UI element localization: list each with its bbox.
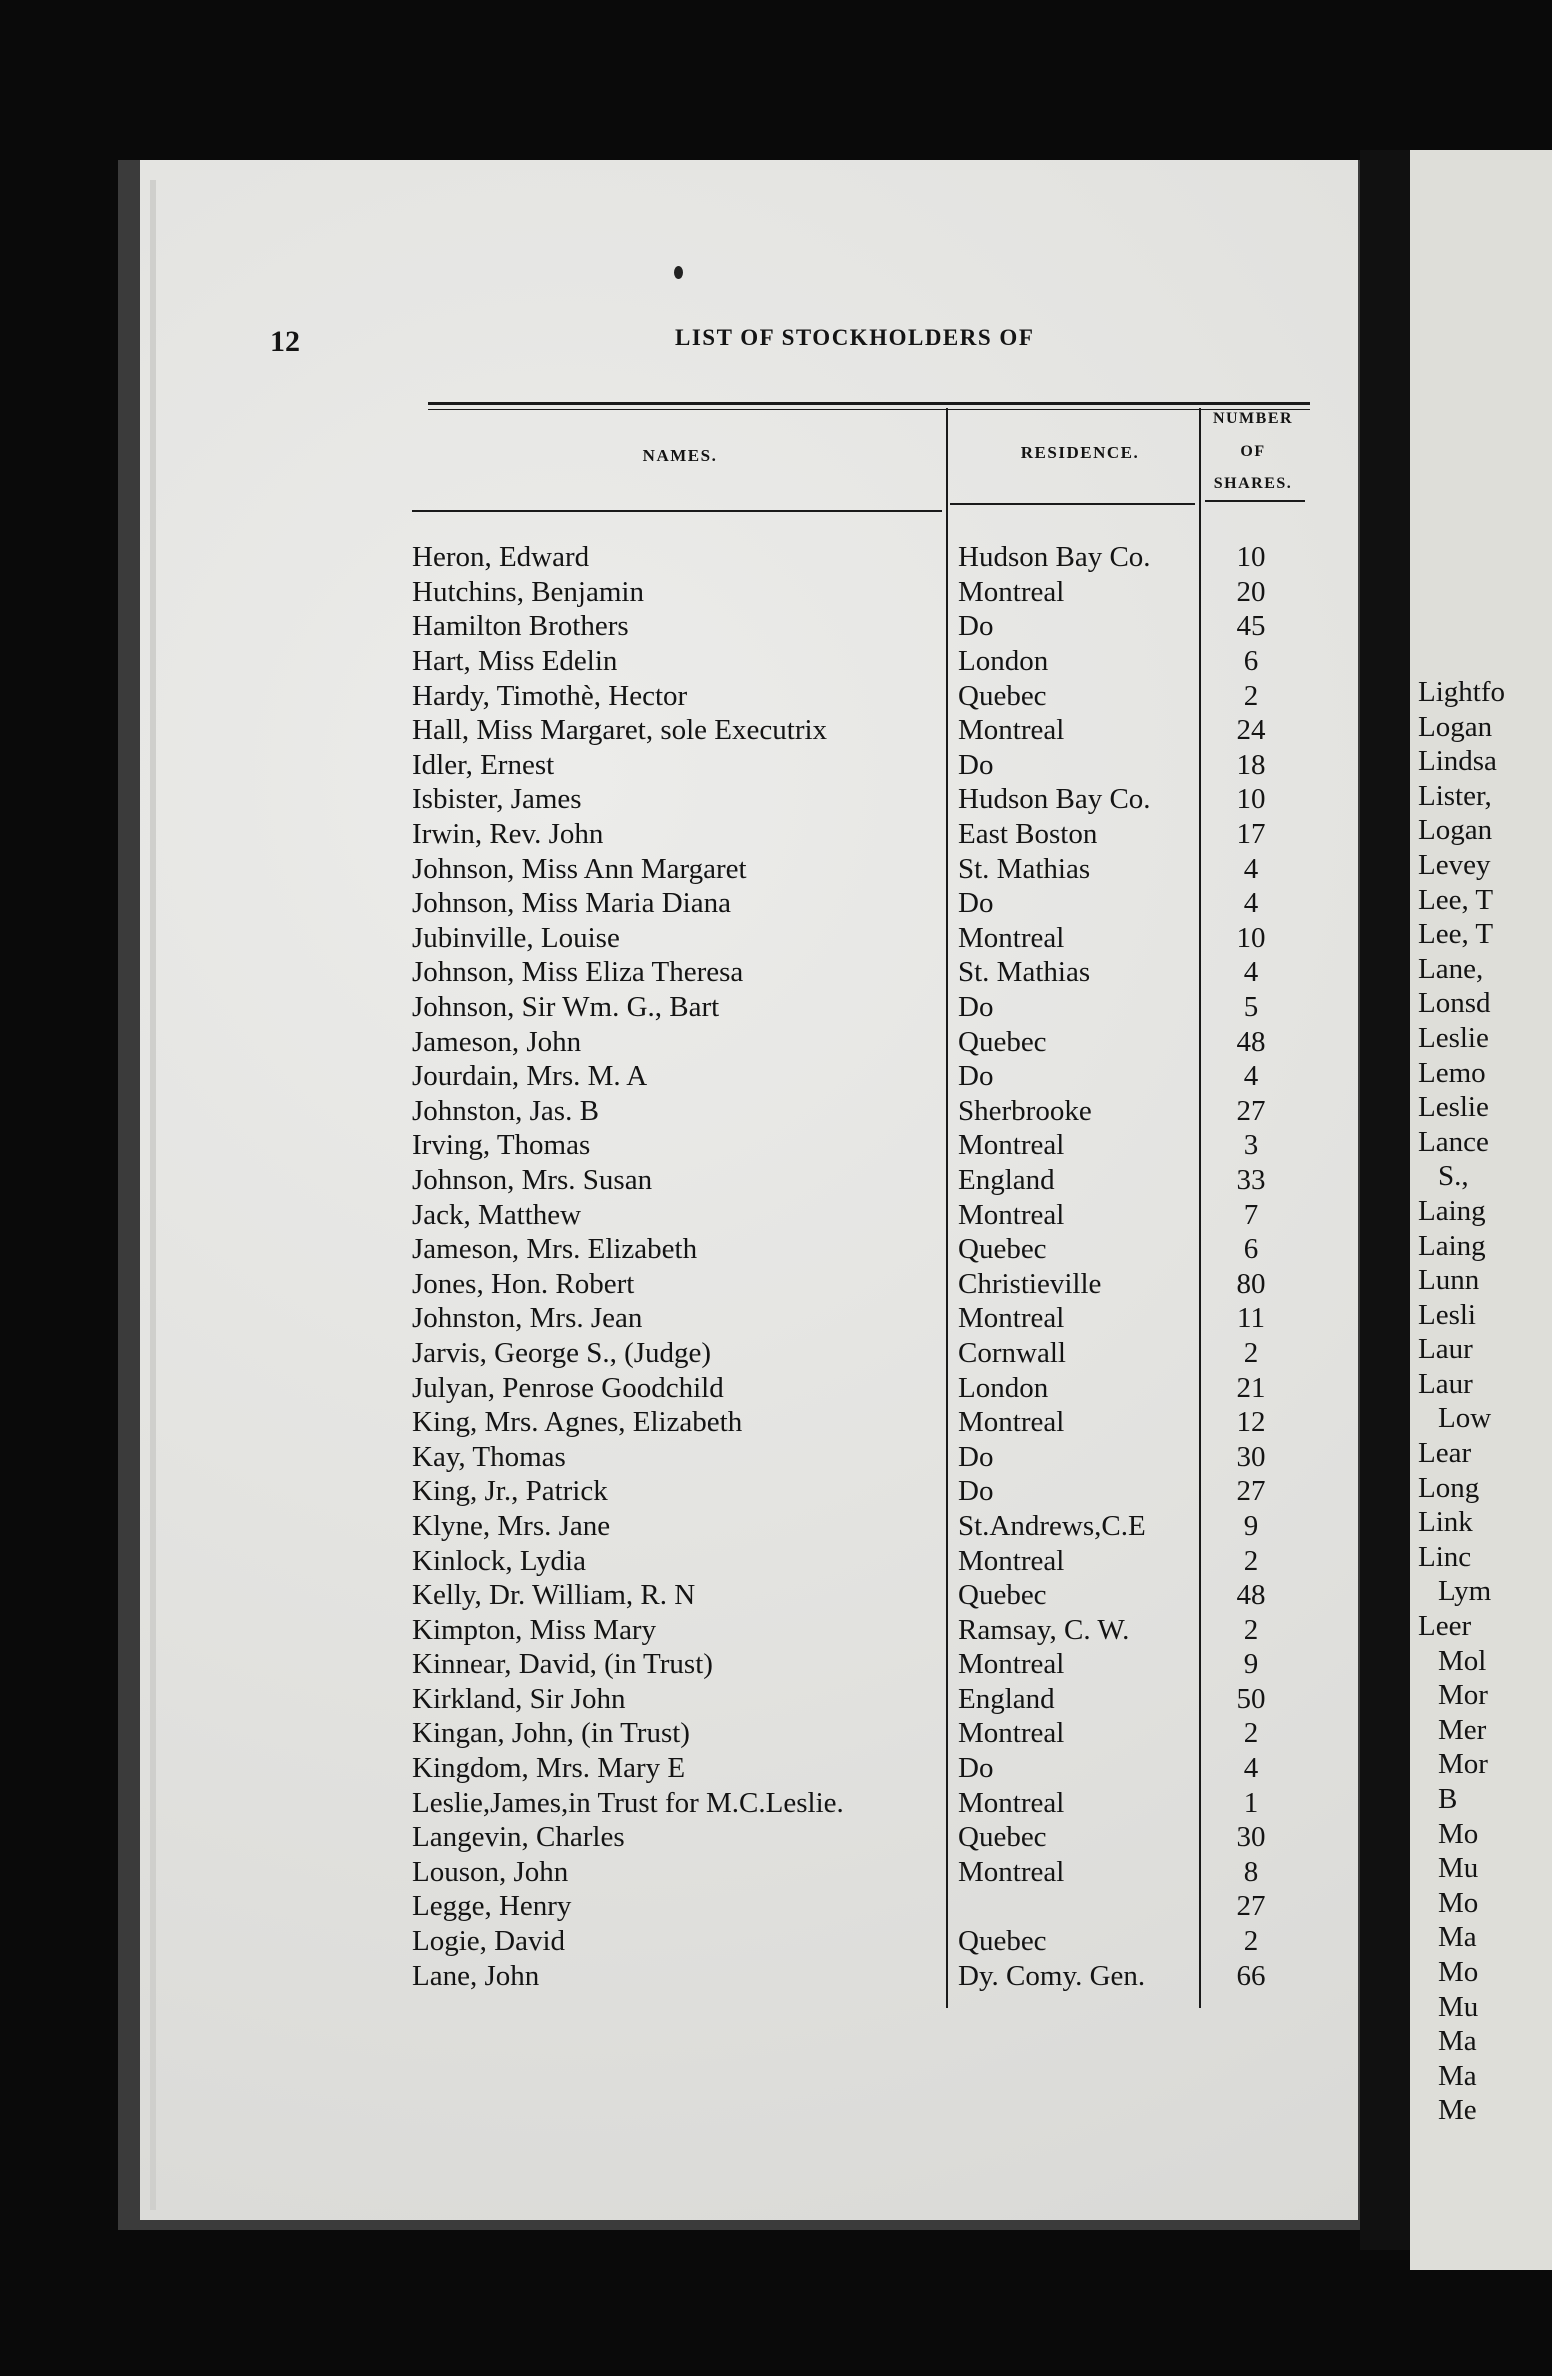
facing-page-entry: Leer — [1418, 1610, 1472, 1643]
stockholder-name: Irving, Thomas — [412, 1129, 591, 1162]
facing-page-entry: Laur — [1418, 1367, 1473, 1400]
table-row — [412, 1820, 1294, 1855]
stockholder-shares: 2 — [1243, 1717, 1259, 1750]
stockholder-residence: Ramsay, C. W. — [958, 1613, 1130, 1646]
facing-page-entry: Lee, T — [1418, 883, 1494, 916]
stockholder-residence: Do — [958, 1475, 994, 1508]
stockholder-shares: 1 — [1243, 1786, 1259, 1819]
facing-page-entry: Mer — [1438, 1713, 1487, 1746]
stockholder-name: Jourdain, Mrs. M. A — [412, 1060, 648, 1093]
table-row — [412, 1232, 1294, 1267]
table-row — [412, 886, 1294, 921]
stockholder-shares: 17 — [1236, 818, 1266, 851]
stockholder-name: Hamilton Brothers — [412, 610, 629, 643]
stockholder-shares: 30 — [1236, 1821, 1266, 1854]
table-row — [412, 921, 1294, 956]
book-spine — [1360, 150, 1410, 2250]
table-row — [412, 1059, 1294, 1094]
shares-heading-line3: SHARES. — [1213, 475, 1293, 492]
stockholder-name: Kay, Thomas — [412, 1440, 566, 1473]
table-row — [412, 1958, 1294, 1993]
facing-page-entry: Lesli — [1418, 1298, 1476, 1331]
facing-page-entry: Lane, — [1418, 952, 1484, 985]
stockholder-shares: 3 — [1243, 1129, 1259, 1162]
top-rule — [428, 402, 1310, 405]
facing-page-entry: B — [1438, 1783, 1458, 1815]
stockholder-shares: 2 — [1243, 1925, 1259, 1958]
facing-page-entry: Long — [1418, 1471, 1480, 1504]
stockholder-name: Julyan, Penrose Goodchild — [412, 1371, 724, 1404]
stockholder-residence: Montreal — [958, 1302, 1065, 1335]
top-rule-thin — [428, 409, 1310, 410]
stockholder-residence: Quebec — [958, 1233, 1047, 1266]
shares-heading-line2: OF — [1240, 443, 1266, 460]
table-row — [412, 1197, 1294, 1232]
stockholder-name: Jameson, John — [412, 1025, 582, 1058]
stockholder-shares: 30 — [1236, 1440, 1266, 1473]
table-row — [412, 644, 1294, 679]
facing-page-entry: Laing — [1418, 1229, 1486, 1262]
table-row — [412, 1543, 1294, 1578]
stockholder-residence: Do — [958, 1060, 994, 1093]
facing-page-entry: Logan — [1418, 814, 1493, 847]
facing-page-entry: Linc — [1418, 1540, 1472, 1573]
stockholder-residence: Montreal — [958, 1855, 1065, 1888]
table-row — [412, 1509, 1294, 1544]
table-row — [412, 1024, 1294, 1059]
facing-page-entry: Levey — [1418, 848, 1491, 881]
page-number: 12 — [270, 325, 300, 358]
table-row — [412, 1889, 1294, 1924]
stockholder-shares: 4 — [1243, 852, 1259, 885]
shares-heading-line1: NUMBER — [1212, 410, 1294, 427]
stockholder-shares: 27 — [1236, 1890, 1266, 1923]
facing-page-entry: Mo — [1438, 1955, 1479, 1988]
stockholder-shares: 12 — [1236, 1406, 1266, 1439]
facing-page-entry: Mu — [1438, 1990, 1479, 2023]
residence-heading: RESIDENCE. — [1020, 443, 1140, 462]
stockholder-residence: Do — [958, 748, 994, 781]
stockholder-residence: London — [958, 1371, 1049, 1404]
stockholder-residence: Sherbrooke — [958, 1094, 1092, 1127]
stockholder-name: Kingan, John, (in Trust) — [412, 1717, 690, 1750]
stockholder-shares: 7 — [1243, 1198, 1259, 1231]
facing-page-entry: Leslie — [1418, 1091, 1489, 1124]
stockholder-residence: Montreal — [958, 714, 1065, 747]
stockholder-residence: Quebec — [958, 679, 1047, 712]
stockholder-name: Langevin, Charles — [412, 1821, 625, 1854]
stockholder-residence: Montreal — [958, 1129, 1065, 1162]
stockholder-residence: Montreal — [958, 1648, 1065, 1681]
page-header — [0, 325, 1552, 365]
stockholder-shares: 24 — [1236, 714, 1266, 747]
facing-page-entry: Link — [1418, 1506, 1473, 1539]
stockholder-shares: 48 — [1236, 1579, 1266, 1612]
stockholder-shares: 5 — [1243, 991, 1259, 1024]
stockholder-shares: 2 — [1243, 679, 1259, 712]
table-row — [412, 1682, 1294, 1717]
stockholder-name: Irwin, Rev. John — [412, 818, 604, 851]
stockholder-name: Heron, Edward — [412, 541, 590, 574]
facing-page-entry: Ma — [1438, 2059, 1477, 2092]
stockholder-name: Leslie,James,in Trust for M.C.Leslie. — [412, 1786, 844, 1819]
table-row — [412, 1336, 1294, 1371]
stockholder-residence: Christieville — [958, 1267, 1102, 1300]
stockholder-name: Johnson, Miss Ann Margaret — [412, 852, 747, 885]
stockholder-residence: England — [958, 1163, 1055, 1196]
ink-mark — [674, 266, 683, 279]
stockholder-residence — [952, 1889, 1208, 1924]
facing-page-entry: Lym — [1438, 1575, 1492, 1608]
stockholder-residence: Montreal — [958, 575, 1065, 608]
facing-page — [1410, 150, 1552, 2270]
facing-page-entry: Mol — [1438, 1644, 1487, 1677]
table-row — [412, 782, 1294, 817]
stockholder-shares: 4 — [1243, 1060, 1259, 1093]
stockholder-shares: 27 — [1236, 1094, 1266, 1127]
stockholder-shares: 27 — [1236, 1475, 1266, 1508]
stockholder-shares: 10 — [1236, 541, 1266, 574]
stockholder-name: Logie, David — [412, 1925, 566, 1958]
facing-page-list — [1410, 675, 1505, 2128]
stockholder-name: Klyne, Mrs. Jane — [412, 1509, 611, 1542]
facing-page-entry: Lister, — [1418, 779, 1492, 812]
facing-page-entry: Mu — [1438, 1852, 1479, 1885]
table-row — [412, 1266, 1294, 1301]
facing-page-entry: Lunn — [1418, 1264, 1480, 1297]
stockholder-name: Hutchins, Benjamin — [412, 575, 644, 608]
facing-page-entry: Lance — [1418, 1125, 1489, 1158]
stockholder-shares: 9 — [1243, 1509, 1259, 1542]
stockholder-name: Kirkland, Sir John — [412, 1682, 626, 1715]
stockholder-shares: 8 — [1243, 1855, 1259, 1888]
stockholder-shares: 2 — [1243, 1613, 1259, 1646]
facing-page-entry: Logan — [1418, 710, 1493, 743]
stockholder-shares: 4 — [1243, 887, 1259, 920]
stockholder-residence: Montreal — [958, 1406, 1065, 1439]
facing-page-entry: Ma — [1438, 1921, 1477, 1954]
stockholder-residence: Quebec — [958, 1025, 1047, 1058]
stockholder-shares: 4 — [1243, 1752, 1259, 1785]
stockholder-residence: Do — [958, 991, 994, 1024]
stockholder-residence: England — [958, 1682, 1055, 1715]
table-row — [412, 1474, 1294, 1509]
table-row — [412, 1924, 1294, 1959]
stockholder-name: Jubinville, Louise — [412, 921, 620, 954]
stockholder-residence: St.Andrews,C.E — [958, 1509, 1146, 1542]
stockholder-name: Isbister, James — [412, 783, 582, 816]
table-row — [412, 1301, 1294, 1336]
stockholder-residence: Do — [958, 1752, 994, 1785]
stockholder-name: Hart, Miss Edelin — [412, 645, 618, 678]
stockholder-residence: Montreal — [958, 1717, 1065, 1750]
stockholder-shares: 6 — [1243, 645, 1259, 678]
running-title: LIST OF STOCKHOLDERS OF — [675, 325, 1035, 350]
table-row — [412, 1128, 1294, 1163]
stockholder-shares: 21 — [1236, 1371, 1266, 1404]
stockholder-name: Louson, John — [412, 1855, 569, 1888]
stockholder-shares: 50 — [1236, 1682, 1266, 1715]
stockholder-name: King, Jr., Patrick — [412, 1475, 608, 1508]
names-heading: NAMES. — [642, 446, 718, 465]
stockholder-residence: Montreal — [958, 1786, 1065, 1819]
stockholder-name: Johnson, Mrs. Susan — [412, 1163, 653, 1196]
facing-page-entry: Mor — [1438, 1748, 1488, 1781]
stockholder-name: Jones, Hon. Robert — [412, 1267, 635, 1300]
stockholder-shares: 10 — [1236, 921, 1266, 954]
stockholder-residence: Do — [958, 887, 994, 920]
stockholder-residence: Hudson Bay Co. — [958, 541, 1151, 574]
stockholder-name: Jameson, Mrs. Elizabeth — [412, 1233, 698, 1266]
stockholder-residence: St. Mathias — [958, 852, 1091, 885]
stockholder-residence: London — [958, 645, 1049, 678]
table-row — [412, 1578, 1294, 1613]
table-row — [412, 713, 1294, 748]
stockholder-shares: 9 — [1243, 1648, 1259, 1681]
facing-page-entry: Low — [1438, 1402, 1492, 1435]
stockholder-residence: Do — [958, 610, 994, 643]
facing-page-entry: Lee, T — [1418, 918, 1494, 951]
table-row — [412, 1405, 1294, 1440]
facing-page-entry: Mor — [1438, 1679, 1488, 1712]
stockholder-name: Hardy, Timothè, Hector — [412, 679, 688, 712]
stockholder-shares: 2 — [1243, 1544, 1259, 1577]
stockholder-name: Jarvis, George S., (Judge) — [412, 1336, 712, 1369]
stockholder-shares: 18 — [1236, 748, 1266, 781]
facing-page-entry: Laing — [1418, 1194, 1486, 1227]
table-row — [412, 575, 1294, 610]
facing-page-entry: Ma — [1438, 2025, 1477, 2058]
facing-page-entry: Me — [1438, 2094, 1477, 2127]
table-row — [412, 1855, 1294, 1890]
table-row — [412, 1647, 1294, 1682]
stockholder-shares: 6 — [1243, 1233, 1259, 1266]
table-row — [412, 678, 1294, 713]
stockholder-name: Johnston, Mrs. Jean — [412, 1302, 643, 1335]
table-row — [412, 1751, 1294, 1786]
table-row — [412, 955, 1294, 990]
facing-page-entry: Lear — [1418, 1437, 1472, 1470]
stockholder-name: Idler, Ernest — [412, 748, 555, 781]
stockholder-name: Johnson, Sir Wm. G., Bart — [412, 991, 720, 1024]
stockholders-table — [412, 540, 1294, 1993]
stockholder-name: Kinlock, Lydia — [412, 1544, 586, 1577]
shares-heading-rule — [1205, 500, 1305, 502]
stockholder-name: Jack, Matthew — [412, 1198, 582, 1231]
facing-page-entry: Mo — [1438, 1817, 1479, 1850]
stockholder-name: Johnson, Miss Maria Diana — [412, 887, 731, 920]
stockholder-name: Legge, Henry — [412, 1890, 572, 1923]
stockholder-residence: Montreal — [958, 1544, 1065, 1577]
table-row — [412, 990, 1294, 1025]
stockholder-residence: East Boston — [958, 818, 1098, 851]
stockholder-shares: 33 — [1236, 1163, 1266, 1196]
table-row — [412, 609, 1294, 644]
stockholder-residence: Dy. Comy. Gen. — [958, 1959, 1146, 1992]
residence-heading-rule — [950, 503, 1195, 505]
table-row — [412, 1094, 1294, 1129]
stockholder-residence: Quebec — [958, 1821, 1047, 1854]
stockholder-name: King, Mrs. Agnes, Elizabeth — [412, 1406, 743, 1439]
stockholder-shares: 4 — [1243, 956, 1259, 989]
stockholder-residence: Hudson Bay Co. — [958, 783, 1151, 816]
stockholder-residence: Quebec — [958, 1925, 1047, 1958]
stockholder-shares: 80 — [1236, 1267, 1266, 1300]
stockholder-shares: 10 — [1236, 783, 1266, 816]
stockholder-residence: Montreal — [958, 1198, 1065, 1231]
stockholder-shares: 11 — [1237, 1302, 1265, 1335]
facing-page-entry: Laur — [1418, 1333, 1473, 1366]
table-row — [412, 817, 1294, 852]
table-row — [412, 1785, 1294, 1820]
table-row — [412, 851, 1294, 886]
table-row — [412, 748, 1294, 783]
stockholder-name: Johnson, Miss Eliza Theresa — [412, 956, 744, 989]
facing-page-entry: S., — [1438, 1160, 1469, 1193]
facing-page-entry: Lonsd — [1418, 987, 1491, 1020]
facing-page-entry: Leslie — [1418, 1021, 1489, 1054]
facing-page-entry: Lightfo — [1418, 676, 1505, 708]
table-row — [412, 1163, 1294, 1198]
stockholder-shares: 45 — [1236, 610, 1266, 643]
table-row — [412, 540, 1294, 575]
stockholder-name: Kimpton, Miss Mary — [412, 1613, 657, 1646]
stockholder-name: Lane, John — [412, 1959, 540, 1992]
stockholder-name: Kelly, Dr. William, R. N — [412, 1579, 696, 1612]
facing-page-entry: Lemo — [1418, 1056, 1486, 1089]
stockholder-residence: Cornwall — [958, 1336, 1066, 1369]
stockholder-shares: 66 — [1236, 1959, 1266, 1992]
stockholder-name: Johnston, Jas. B — [412, 1094, 599, 1127]
stockholder-residence: Do — [958, 1440, 994, 1473]
table-row — [412, 1716, 1294, 1751]
stockholder-shares: 2 — [1243, 1336, 1259, 1369]
stockholder-residence: Montreal — [958, 921, 1065, 954]
facing-page-entry: Lindsa — [1418, 745, 1497, 778]
page-edge — [150, 180, 156, 2210]
table-row — [412, 1370, 1294, 1405]
names-heading-rule — [412, 510, 942, 512]
facing-page-entry: Mo — [1438, 1886, 1479, 1919]
stockholder-shares: 20 — [1236, 575, 1266, 608]
stockholder-shares: 48 — [1236, 1025, 1266, 1058]
table-row — [412, 1612, 1294, 1647]
table-row — [412, 1439, 1294, 1474]
stockholder-residence: Quebec — [958, 1579, 1047, 1612]
stockholder-name: Kingdom, Mrs. Mary E — [412, 1752, 686, 1785]
stockholder-name: Hall, Miss Margaret, sole Executrix — [412, 714, 828, 747]
stockholder-residence: St. Mathias — [958, 956, 1091, 989]
stockholder-name: Kinnear, David, (in Trust) — [412, 1648, 713, 1681]
